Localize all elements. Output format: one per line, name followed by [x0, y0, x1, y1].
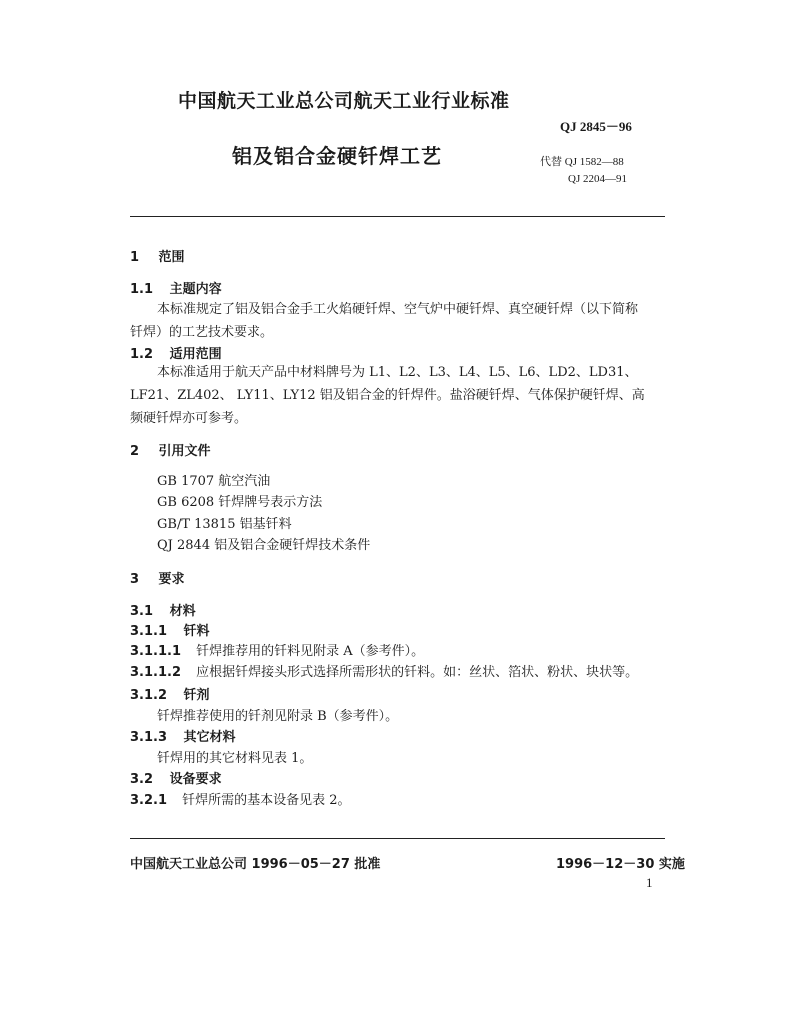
section-2-heading	[130, 440, 211, 459]
section-number: 1.1	[130, 282, 154, 297]
section-text: 钎焊所需的基本设备见表 2。	[182, 793, 351, 808]
section-number: 1	[130, 250, 140, 265]
reference-item: QJ 2844 铝及铝合金硬钎焊技术条件	[157, 538, 371, 553]
effective-date: 1996－12－30 实施	[556, 857, 685, 872]
section-number: 3.1.2	[130, 688, 168, 703]
section-number: 3	[130, 572, 140, 587]
section-3-1-1-1	[130, 640, 424, 659]
section-1-1-text-line-1: 本标准规定了铝及铝合金手工火焰硬钎焊、空气炉中硬钎焊、真空硬钎焊（以下简称	[157, 302, 639, 317]
header-divider	[130, 216, 665, 217]
section-title: 材料	[169, 604, 196, 619]
section-number: 3.2.1	[130, 793, 168, 808]
section-3-1-3-text: 钎焊用的其它材料见表 1。	[157, 751, 313, 766]
replaces-line-1: 代替 QJ 1582—88	[540, 156, 624, 168]
reference-item: GB/T 13815 铝基钎料	[157, 517, 292, 532]
section-3-heading	[130, 568, 185, 587]
section-number: 3.1.1.1	[130, 644, 181, 659]
section-title: 钎料	[183, 624, 210, 639]
document-title: 铝及铝合金硬钎焊工艺	[232, 144, 442, 168]
footer-divider	[130, 838, 665, 839]
section-3-1-heading	[130, 600, 196, 619]
section-3-2-heading	[130, 768, 222, 787]
reference-item: GB 1707 航空汽油	[157, 474, 271, 489]
approval-statement: 中国航天工业总公司 1996－05－27 批准	[130, 857, 381, 872]
section-number: 3.1.1.2	[130, 665, 181, 680]
section-1-2-text-line-3: 频硬钎焊亦可参考。	[130, 411, 248, 426]
section-title: 设备要求	[169, 772, 222, 787]
section-3-1-2-text: 钎焊推荐使用的钎剂见附录 B（参考件）。	[157, 709, 399, 724]
section-title: 引用文件	[158, 444, 211, 459]
section-title: 主题内容	[169, 282, 222, 297]
section-1-1-text-line-2: 钎焊）的工艺技术要求。	[130, 325, 274, 340]
section-3-1-1-2	[130, 661, 638, 680]
section-3-1-1-heading	[130, 620, 210, 639]
section-title: 范围	[158, 250, 185, 265]
section-1-1-heading	[130, 278, 222, 297]
section-number: 3.1	[130, 604, 154, 619]
section-1-heading	[130, 246, 185, 265]
section-number: 1.2	[130, 347, 154, 362]
standard-number: QJ 2845－96	[560, 119, 632, 134]
section-text: 应根据钎焊接头形式选择所需形状的钎料。如：丝状、箔状、粉状、块状等。	[196, 665, 639, 680]
section-title: 适用范围	[169, 347, 222, 362]
section-number: 2	[130, 444, 140, 459]
section-number: 3.1.1	[130, 624, 168, 639]
section-1-2-text-line-1: 本标准适用于航天产品中材料牌号为 L1、L2、L3、L4、L5、L6、LD2、LD31、	[157, 365, 638, 380]
section-title: 要求	[158, 572, 185, 587]
issuing-organization: 中国航天工业总公司航天工业行业标准	[178, 90, 510, 112]
section-3-1-3-heading	[130, 726, 236, 745]
section-title: 其它材料	[183, 730, 236, 745]
section-title: 钎剂	[183, 688, 210, 703]
section-number: 3.2	[130, 772, 154, 787]
section-3-1-2-heading	[130, 684, 210, 703]
reference-item: GB 6208 钎焊牌号表示方法	[157, 495, 323, 510]
replaces-line-2: QJ 2204—91	[568, 173, 627, 185]
section-text: 钎焊推荐用的钎料见附录 A（参考件）。	[196, 644, 425, 659]
section-number: 3.1.3	[130, 730, 168, 745]
section-1-2-heading	[130, 343, 222, 362]
section-3-2-1	[130, 789, 351, 808]
section-1-2-text-line-2: LF21、ZL402、 LY11、LY12 铝及铝合金的钎焊件。盐浴硬钎焊、气体保护硬钎焊、高	[130, 388, 645, 403]
page-number: 1	[646, 875, 653, 890]
